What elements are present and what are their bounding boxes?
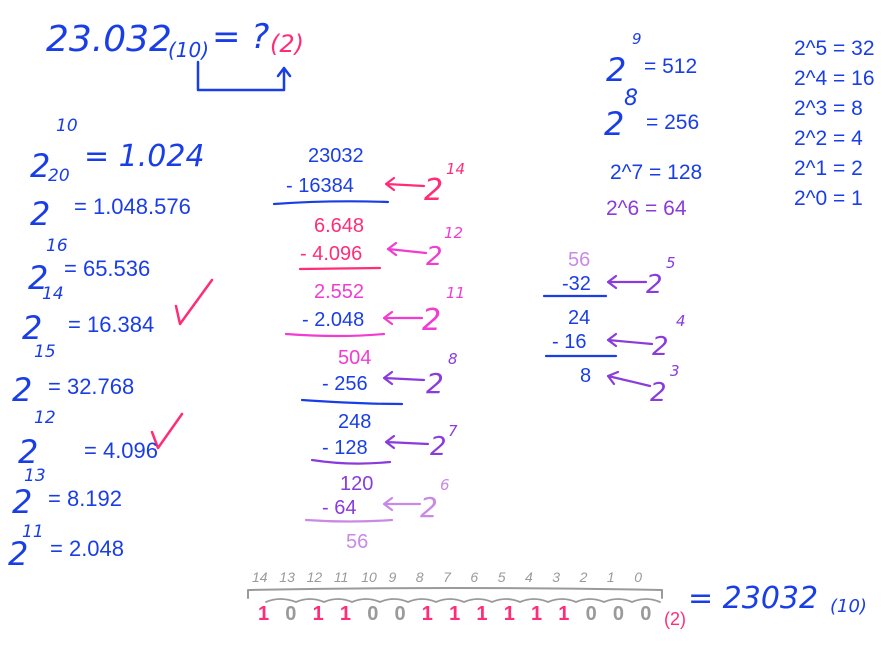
main-step-result: 248: [338, 411, 372, 433]
binary-base: (2): [664, 609, 686, 629]
arrow-icon: [384, 372, 424, 384]
typed-power: 2^4 = 16: [794, 67, 875, 90]
power-value: = 1.024: [84, 139, 205, 174]
typed-power: 2^2 = 4: [794, 127, 863, 150]
binary-position: 8: [415, 569, 424, 585]
power-exp: 20: [48, 166, 70, 186]
power-exp: 13: [24, 466, 46, 486]
power-value: = 2.048: [50, 536, 125, 561]
power-value: = 65.536: [64, 256, 151, 281]
binary-position: 0: [634, 569, 642, 585]
main-step-result: 56: [346, 531, 369, 553]
binary-position: 13: [279, 569, 295, 585]
binary-bit: 0: [640, 603, 652, 625]
binary-separators: [266, 599, 660, 602]
power-exp: 12: [444, 224, 464, 242]
binary-position: 1: [606, 569, 615, 585]
underline: [312, 460, 390, 464]
power-value: = 4.096: [84, 438, 159, 463]
power-exp: 4: [676, 312, 686, 330]
binary-bit: 1: [339, 603, 352, 625]
power-label: 2: [604, 105, 625, 143]
binary-position: 11: [333, 569, 349, 585]
power-exp: 12: [34, 408, 56, 428]
typed-power: 2^7 = 128: [610, 161, 703, 184]
power-exp: 14: [446, 160, 466, 178]
binary-position: 4: [525, 569, 533, 585]
power-label: 2: [646, 270, 663, 300]
power-label: 2: [30, 147, 51, 185]
power-exp: 8: [624, 86, 638, 111]
arrow-icon: [608, 276, 646, 288]
main-start-value: 23032: [308, 145, 364, 167]
power-exp: 11: [446, 284, 466, 302]
power-label: 2: [30, 195, 51, 233]
power-value: = 8.192: [48, 486, 123, 511]
right-step-result: 24: [568, 307, 591, 329]
right-start-value: 56: [568, 249, 591, 271]
main-step-result: 6.648: [314, 215, 365, 237]
main-step-minus: - 2.048: [302, 309, 365, 331]
binary-result-base: (10): [830, 596, 867, 617]
binary-position: 2: [579, 569, 588, 585]
binary-bit: 1: [421, 603, 433, 625]
binary-bit: 1: [531, 603, 543, 625]
power-label: 2: [426, 242, 443, 272]
typed-power: 2^0 = 1: [794, 187, 863, 210]
binary-bit: 1: [503, 603, 515, 625]
power-label: 2: [650, 378, 667, 408]
main-step-minus: - 64: [322, 497, 357, 519]
header-to-base: (2): [270, 30, 304, 58]
binary-position: 5: [497, 569, 506, 585]
power-label: 2: [430, 432, 447, 462]
typed-power: 2^6 = 64: [606, 197, 687, 220]
arrow-icon: [384, 498, 420, 510]
binary-bit: 0: [394, 603, 406, 625]
power-exp: 11: [22, 522, 44, 542]
arrow-icon: [608, 334, 652, 346]
binary-position: 3: [552, 569, 561, 585]
power-exp: 3: [670, 362, 680, 380]
power-label: 2: [424, 173, 444, 208]
power-exp: 6: [440, 476, 450, 494]
binary-result: = 23032: [688, 581, 819, 616]
power-label: 2: [420, 491, 438, 524]
check-icon: [176, 280, 212, 324]
header-number: 23.032: [46, 19, 172, 60]
right-step-minus: - 16: [552, 331, 587, 353]
underline: [302, 400, 402, 404]
main-step-minus: - 16384: [286, 175, 354, 197]
power-exp: 14: [42, 284, 64, 304]
underline: [306, 520, 392, 522]
binary-bit: 1: [476, 603, 488, 625]
underline: [300, 268, 380, 269]
arrow-icon: [386, 178, 424, 190]
power-exp: 10: [56, 116, 78, 136]
power-label: 2: [12, 483, 33, 521]
typed-power: 2^1 = 2: [794, 157, 863, 180]
arrow-icon: [384, 312, 422, 324]
conversion-arrow: [198, 62, 284, 90]
power-label: 2: [426, 367, 444, 400]
main-step-minus: - 4.096: [300, 243, 363, 265]
power-label: 2: [18, 433, 39, 471]
binary-position: 7: [443, 569, 451, 585]
binary-position: 9: [388, 569, 397, 585]
power-exp: 5: [666, 254, 676, 272]
binary-bit: 1: [258, 603, 270, 625]
binary-position: 14: [252, 569, 268, 585]
power-label: 2: [652, 332, 669, 362]
binary-bit: 1: [558, 603, 570, 625]
power-label: 2: [422, 303, 442, 338]
power-label: 2: [28, 259, 49, 297]
typed-power: 2^5 = 32: [794, 37, 875, 60]
main-step-minus: - 256: [322, 373, 368, 395]
power-exp: 16: [46, 236, 68, 256]
binary-position: 6: [470, 569, 479, 585]
arrow-icon: [608, 372, 650, 386]
power-label: 2: [22, 309, 43, 347]
binary-bit: 0: [585, 603, 597, 625]
power-exp: 15: [34, 342, 56, 362]
power-label: 2: [606, 51, 627, 89]
binary-bit: 1: [312, 603, 324, 625]
power-exp: 7: [448, 422, 458, 440]
binary-bit: 1: [449, 603, 461, 625]
power-value: = 1.048.576: [74, 194, 191, 219]
header-equals: = ?: [212, 17, 270, 57]
power-label: 2: [8, 535, 29, 573]
binary-bit: 0: [367, 603, 379, 625]
arrow-icon: [388, 243, 426, 255]
binary-bit: 0: [612, 603, 625, 625]
main-step-minus: - 128: [322, 437, 368, 459]
binary-position: 10: [361, 569, 377, 585]
main-step-result: 120: [340, 473, 374, 495]
main-step-result: 2.552: [314, 281, 365, 303]
power-value: = 512: [644, 55, 698, 78]
power-value: = 32.768: [48, 374, 135, 399]
right-step-result: 8: [580, 365, 592, 387]
binary-bit: 0: [285, 603, 297, 625]
power-label: 2: [12, 371, 33, 409]
power-exp: 9: [632, 30, 642, 48]
power-value: = 256: [646, 111, 700, 134]
typed-power: 2^3 = 8: [794, 97, 863, 120]
binary-position: 12: [306, 569, 323, 585]
header-from-base: (10): [168, 38, 210, 62]
underline: [286, 334, 384, 336]
main-step-result: 504: [338, 347, 372, 369]
power-exp: 8: [448, 350, 458, 368]
arrow-icon: [386, 436, 428, 448]
binary-bracket: [248, 588, 662, 598]
power-value: = 16.384: [68, 312, 155, 337]
right-step-minus: -32: [562, 273, 591, 295]
underline: [274, 201, 388, 204]
